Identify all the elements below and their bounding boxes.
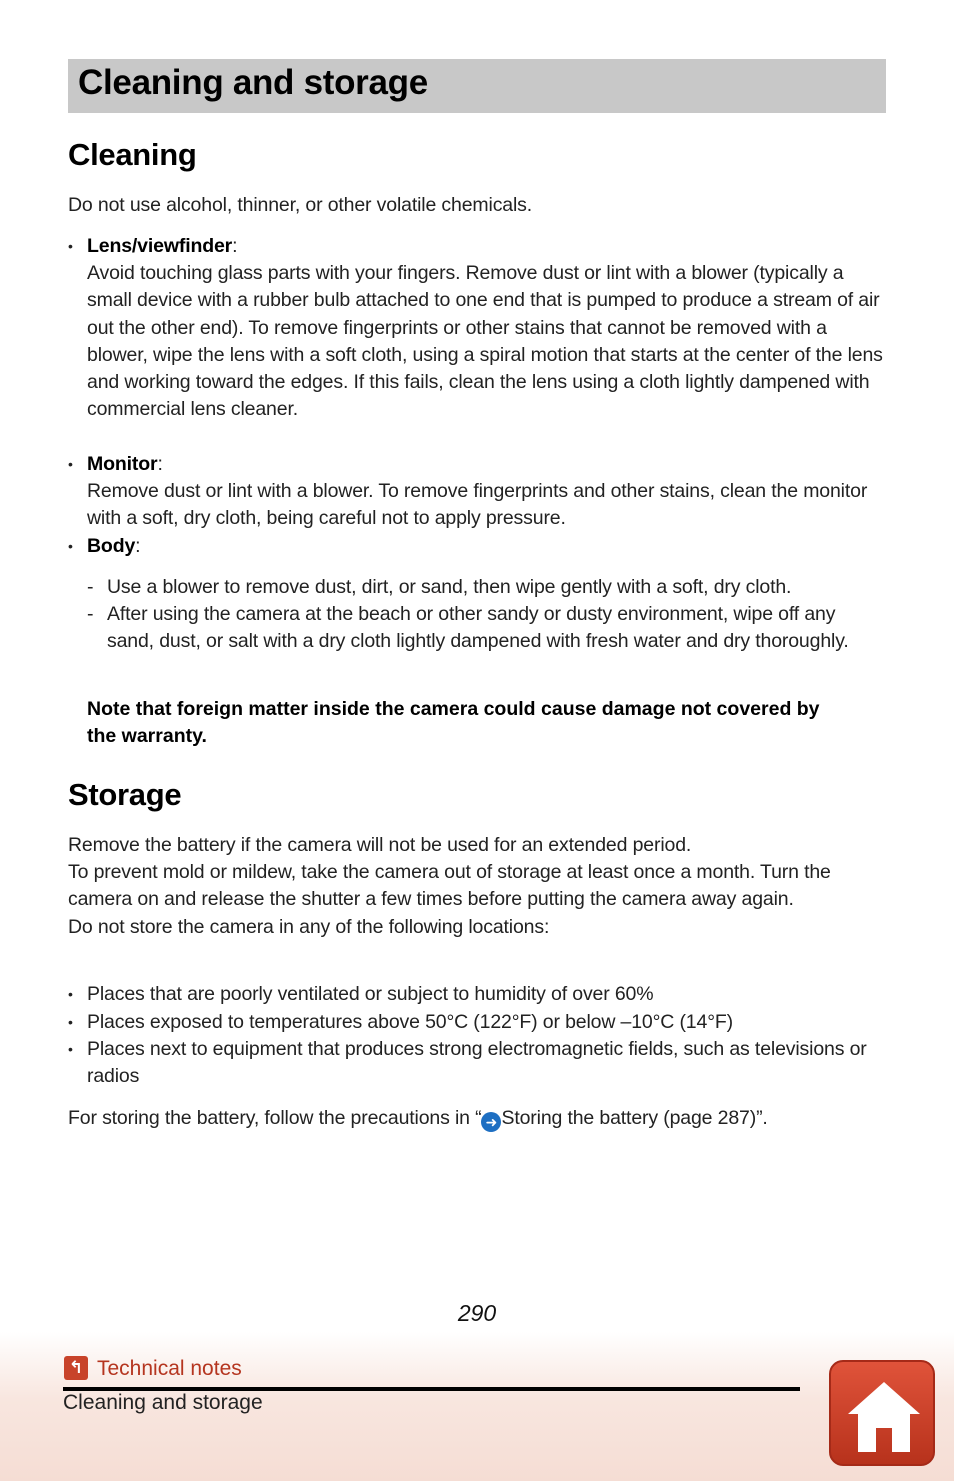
item-label: Body xyxy=(87,535,136,557)
title-bar xyxy=(68,59,886,113)
cleaning-intro: Do not use alcohol, thinner, or other volatile chemicals. xyxy=(68,194,533,216)
list-item: • Places next to equipment that produces strong electromagnetic fields, such as televisions or radios xyxy=(68,1038,867,1088)
page-number: 290 xyxy=(457,1300,497,1326)
cleaning-heading: Cleaning xyxy=(68,137,197,172)
list-item-monitor: • Monitor: Remove dust or lint with a blower. To remove fingerprints and other stains, clean the monitor with a soft, dry cloth, being careful not to apply pressure. xyxy=(68,453,868,530)
page-title: Cleaning and storage xyxy=(78,63,428,102)
list-item: • Places exposed to temperatures above 50°C (122°F) or below –10°C (14°F) xyxy=(68,1009,888,1036)
body-step: - After using the camera at the beach or other sandy or dusty environment, wipe off any sand, dust, or salt with a dry cloth lightly dampened with fresh water and dry thoroughly. xyxy=(87,603,849,653)
item-text: Avoid touching glass parts with your fingers. Remove dust or lint with a blower (typically a small device with a rubber bulb attached to one end that is pumped to produce a stream of air out the other end). To remove fingerprints or other stains that cannot be removed with a blower, wipe the lens with a soft cloth, using a spiral motion that starts at the center of the lens and working toward the edges. If this fails, clean the lens using a cloth lightly dampened with commercial lens cleaner. xyxy=(87,262,883,421)
bullet-icon: • xyxy=(68,1014,73,1030)
home-button[interactable] xyxy=(829,1360,935,1466)
breadcrumb: Cleaning and storage xyxy=(63,1391,263,1414)
bullet-icon: • xyxy=(68,1041,73,1057)
back-arrow-icon[interactable]: ↰ xyxy=(64,1356,88,1380)
home-icon xyxy=(842,1374,926,1458)
battery-link[interactable]: Storing the battery (page 287) xyxy=(501,1107,757,1129)
battery-note: For storing the battery, follow the precautions in “ ➜ Storing the battery (page 287)”. xyxy=(68,1107,768,1130)
section-link-technical-notes[interactable]: Technical notes xyxy=(97,1357,242,1380)
list-item-lens: • Lens/viewfinder: Avoid touching glass parts with your fingers. Remove dust or lint with a blower (typically a small device with a rubber bulb attached to one end that is pumped to produce a stream of air out the other end). To remove fingerprints or other stains that cannot be removed with a blower, wipe the lens with a soft cloth, using a spiral motion that starts at the center of the lens and working toward the edges. If this fails, clean the lens using a cloth lightly dampened with commercial lens cleaner. xyxy=(68,235,883,421)
list-item-body: • Body: xyxy=(68,533,888,560)
item-text: Remove dust or lint with a blower. To remove fingerprints and other stains, clean the monitor with a soft, dry cloth, being careful not to apply pressure. xyxy=(87,480,868,530)
storage-paragraph: Remove the battery if the camera will not be used for an extended period. To prevent mold or mildew, take the camera out of storage at least once a month. Turn the camera on and release the shutter a few times before putting the camera away again. Do not store the camera in any of the following locations: xyxy=(68,834,831,938)
bullet-icon: • xyxy=(68,538,73,554)
warranty-warning: Note that foreign matter inside the camera could cause damage not covered by the warranty. xyxy=(87,698,820,748)
item-label: Lens/viewfinder xyxy=(87,235,233,257)
storage-heading: Storage xyxy=(68,777,182,812)
bullet-icon: • xyxy=(68,986,73,1002)
arrow-right-circle-icon: ➜ xyxy=(481,1112,501,1132)
item-label: Monitor xyxy=(87,453,158,475)
body-step: - Use a blower to remove dust, dirt, or sand, then wipe gently with a soft, dry cloth. xyxy=(87,576,792,598)
bullet-icon: • xyxy=(68,456,73,472)
bullet-icon: • xyxy=(68,238,73,254)
list-item: • Places that are poorly ventilated or subject to humidity of over 60% xyxy=(68,981,888,1008)
